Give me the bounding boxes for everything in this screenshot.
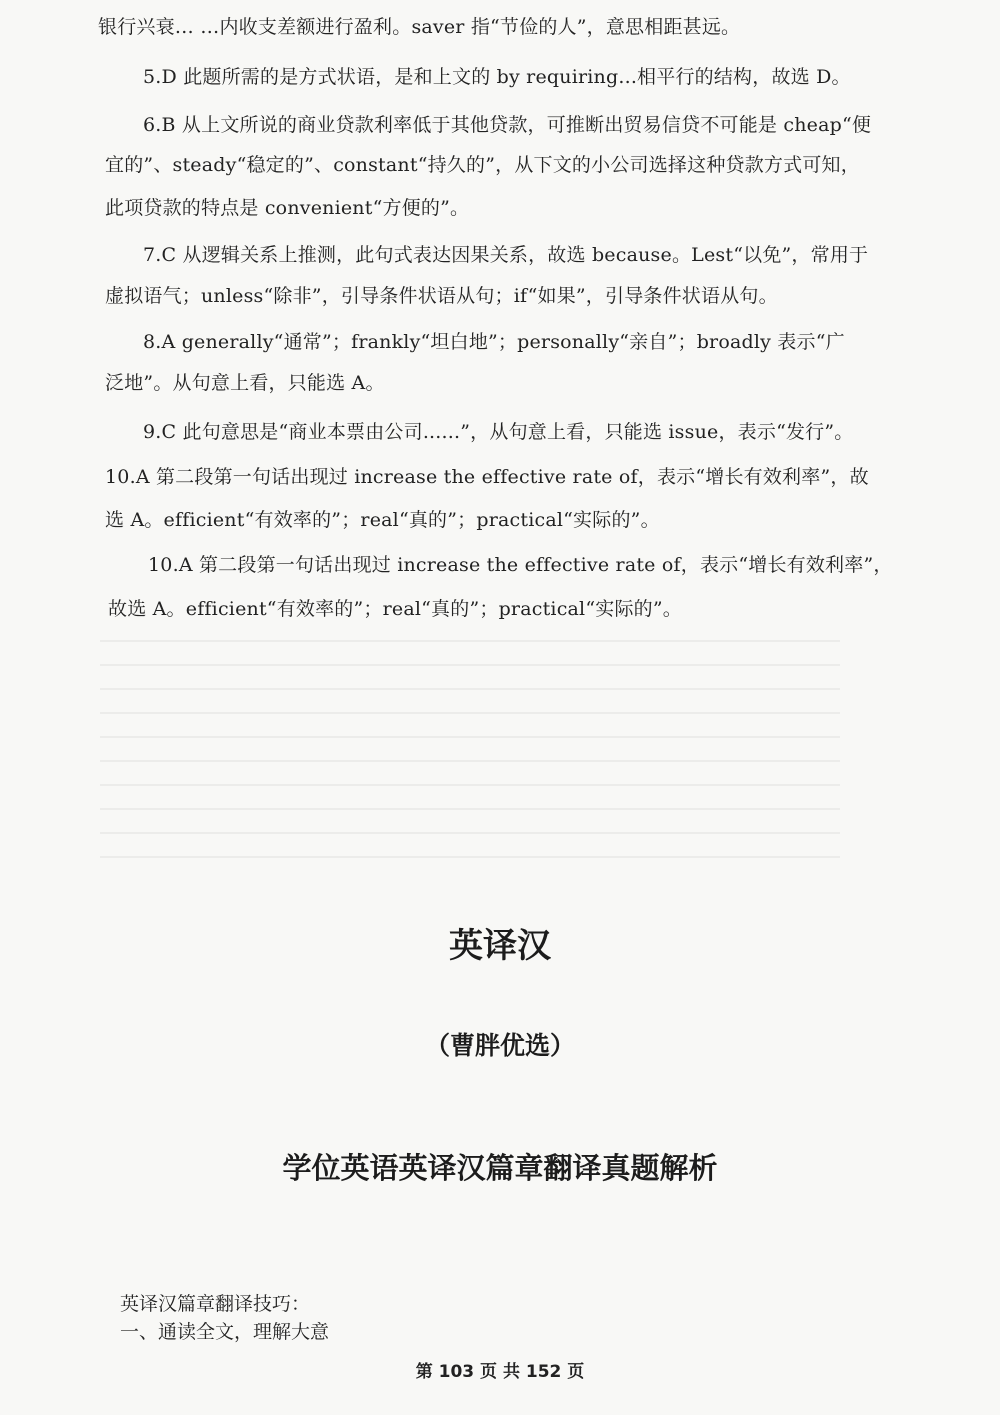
bleed-through-texture <box>100 640 840 880</box>
answer-10b-line-1: 10.A 第二段第一句话出现过 increase the effective rate of，表示“增长有效利率”， <box>148 554 893 576</box>
section-subtitle: （曹胖优选） <box>424 1031 575 1060</box>
section-heading: 学位英语英译汉篇章翻译真题解析 <box>282 1151 718 1185</box>
answer-9-line-1: 9.C 此句意思是“商业本票由公司......”，从句意上看，只能选 issue，表示“发行”。 <box>143 421 854 443</box>
tip-1: 一、通读全文，理解大意 <box>120 1321 330 1343</box>
answer-6-line-2: 宜的”、steady“稳定的”、constant“持久的”，从下文的小公司选择这种贷款方式可知， <box>105 154 860 176</box>
answer-6-line-1: 6.B 从上文所说的商业贷款利率低于其他贷款，可推断出贸易信贷不可能是 cheap“便 <box>143 114 872 136</box>
answer-8-line-2: 泛地”。从句意上看，只能选 A。 <box>105 372 385 394</box>
answer-6-line-3: 此项贷款的特点是 convenient“方便的”。 <box>105 197 470 219</box>
section-title: 英译汉 <box>449 926 551 966</box>
top-fragment-line: 银行兴衰… …内收支差额进行盈利。saver 指“节俭的人”，意思相距甚远。 <box>98 16 741 38</box>
answer-10a-line-1: 10.A 第二段第一句话出现过 increase the effective rate of，表示“增长有效利率”，故 <box>105 466 869 488</box>
answer-8-line-1: 8.A generally“通常”；frankly“坦白地”；personally“亲自”；broadly 表示“广 <box>143 331 845 353</box>
tips-title: 英译汉篇章翻译技巧： <box>120 1293 311 1315</box>
answer-10b-line-2: 故选 A。efficient“有效率的”；real“真的”；practical“实际的”。 <box>108 598 682 620</box>
answer-5-line-1: 5.D 此题所需的是方式状语，是和上文的 by requiring...相平行的结构，故选 D。 <box>143 66 851 88</box>
page-number: 第 103 页 共 152 页 <box>415 1362 585 1382</box>
answer-7-line-1: 7.C 从逻辑关系上推测，此句式表达因果关系，故选 because。Lest“以免”，常用于 <box>143 244 869 266</box>
answer-7-line-2: 虚拟语气；unless“除非”，引导条件状语从句；if“如果”，引导条件状语从句。 <box>105 285 778 307</box>
answer-10a-line-2: 选 A。efficient“有效率的”；real“真的”；practical“实际的”。 <box>105 509 660 531</box>
